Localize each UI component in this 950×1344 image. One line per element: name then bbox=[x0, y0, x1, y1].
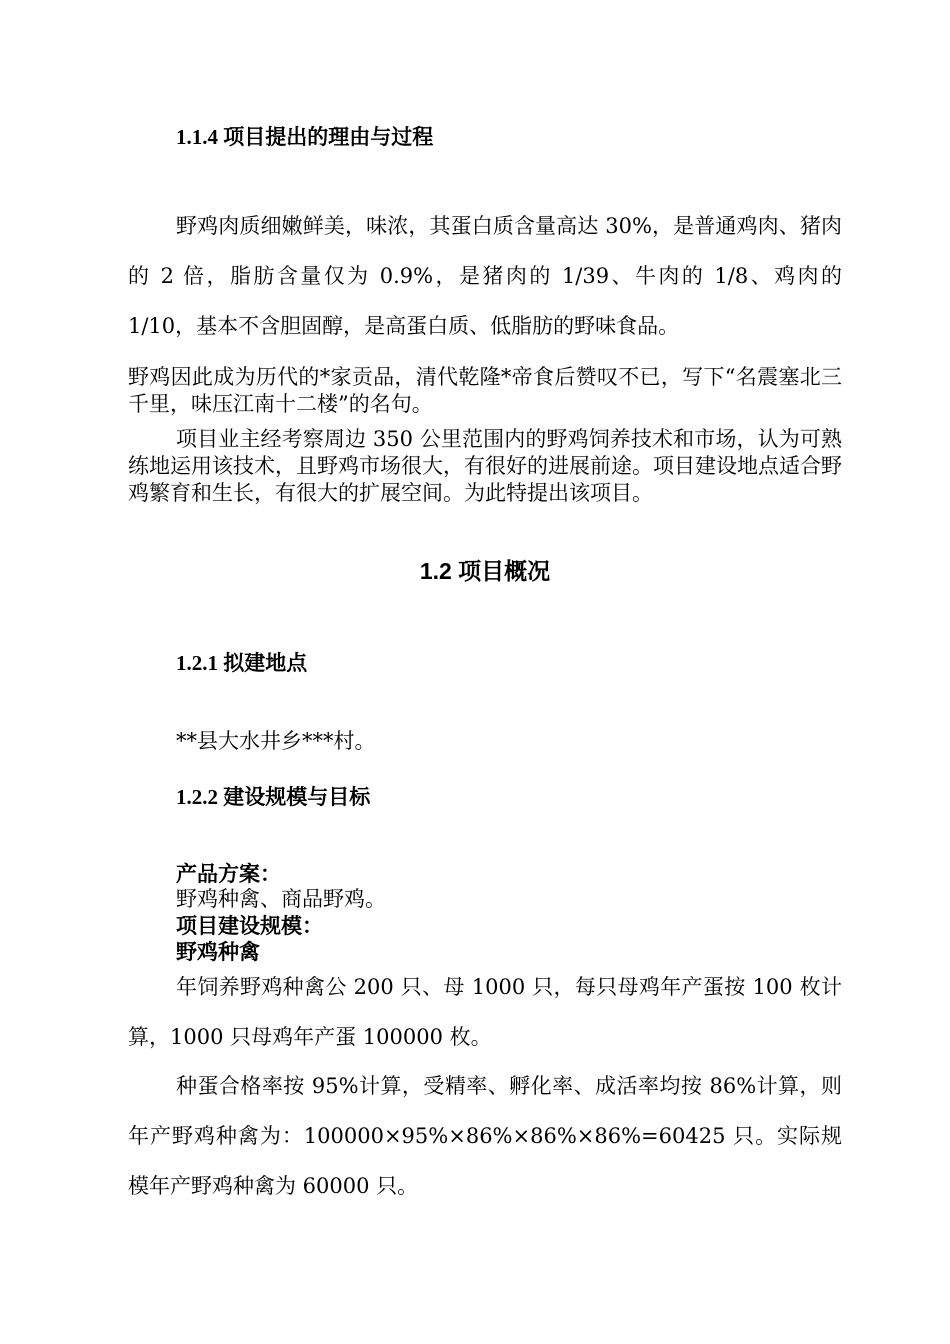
paragraph-breeder-capacity: 年饲养野鸡种禽公 200 只、母 1000 只，每只母鸡年产蛋按 100 枚计算，1000 只母鸡年产蛋 100000 枚。 bbox=[128, 975, 842, 1049]
product-label: 产品方案： bbox=[176, 861, 281, 886]
location-text: **县大水井乡***村。 bbox=[176, 729, 376, 753]
product-text: 野鸡种禽、商品野鸡。 bbox=[176, 887, 386, 911]
section-heading-1-2-1: 1.2.1 拟建地点 bbox=[176, 651, 308, 675]
section-heading-1-1-4: 1.1.4 项目提出的理由与过程 bbox=[176, 125, 434, 149]
paragraph-breeder-calculation: 种蛋合格率按 95%计算，受精率、孵化率、成活率均按 86%计算，则年产野鸡种禽为：100000×95%×86%×86%×86%=60425 只。实际规模年产野鸡种禽为 60000 只。 bbox=[128, 1074, 842, 1198]
breeder-label: 野鸡种禽 bbox=[176, 939, 260, 964]
paragraph-history: 野鸡因此成为历代的*家贡品，清代乾隆*帝食后赞叹不已，写下“名震塞北三千里，味压江南十二楼”的名句。 bbox=[128, 365, 842, 416]
scale-label: 项目建设规模： bbox=[176, 913, 323, 938]
paragraph-reason: 项目业主经考察周边 350 公里范围内的野鸡饲养技术和市场，认为可熟练地运用该技术，且野鸡市场很大，有很好的进展前途。项目建设地点适合野鸡繁育和生长，有很大的扩展空间。为此特提出该项目。 bbox=[128, 427, 842, 505]
section-heading-1-2-2: 1.2.2 建设规模与目标 bbox=[176, 785, 371, 809]
section-title-1-2: 1.2 项目概况 bbox=[419, 558, 551, 584]
paragraph-nutrition: 野鸡肉质细嫩鲜美，味浓，其蛋白质含量高达 30%，是普通鸡肉、猪肉的 2 倍，脂肪含量仅为 0.9%，是猪肉的 1/39、牛肉的 1/8、鸡肉的 1/10，基本不含胆固醇，是高蛋白质、低脂肪的野味食品。 bbox=[128, 214, 842, 338]
